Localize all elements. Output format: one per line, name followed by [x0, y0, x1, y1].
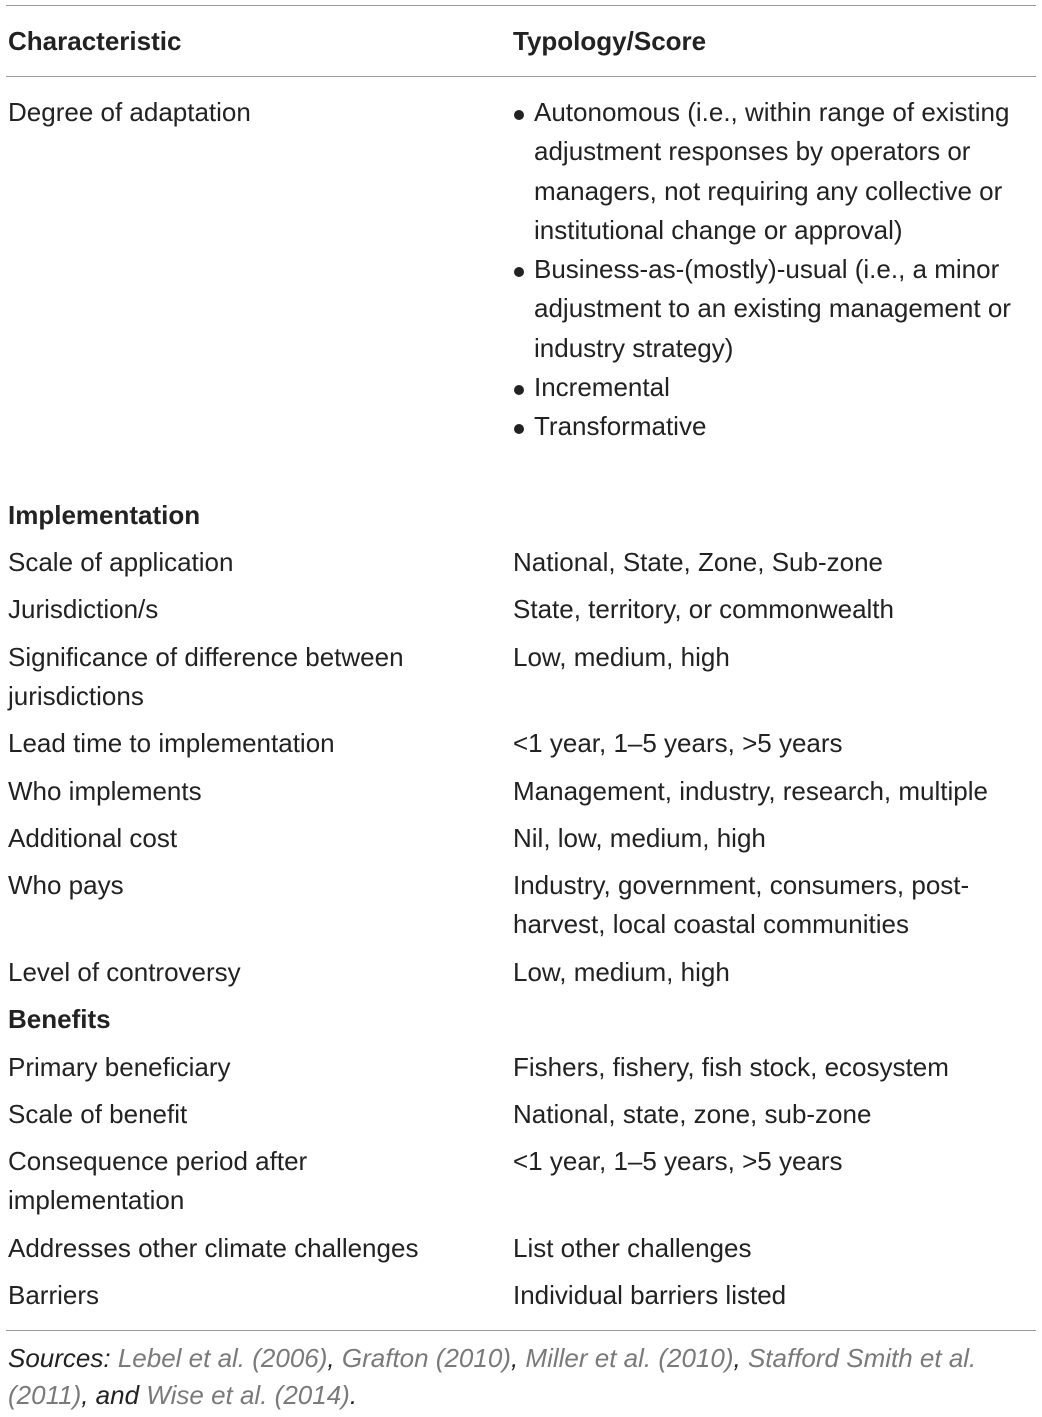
row-label: Significance of difference between jurisdictions	[8, 642, 404, 711]
row-value: National, State, Zone, Sub-zone	[513, 547, 884, 577]
section-title-benefits: Benefits	[8, 1004, 111, 1034]
bullet-icon	[514, 267, 524, 277]
row-label: Level of controversy	[8, 957, 241, 987]
row-label: Who implements	[8, 776, 202, 806]
bullet-icon	[514, 385, 524, 395]
row-value: Fishers, fishery, fish stock, ecosystem	[513, 1052, 949, 1082]
reference-link[interactable]: Lebel et al. (2006)	[117, 1343, 328, 1373]
header-characteristic: Characteristic	[8, 26, 182, 56]
row-value: <1 year, 1–5 years, >5 years	[513, 1146, 843, 1176]
row-label: Lead time to implementation	[8, 728, 335, 758]
row-label: Jurisdiction/s	[8, 594, 159, 624]
row-label: Barriers	[8, 1280, 100, 1310]
section-title-implementation: Implementation	[8, 500, 201, 530]
reference-link[interactable]: Miller et al. (2010)	[525, 1343, 734, 1373]
row-label: Addresses other climate challenges	[8, 1233, 419, 1263]
row-label-degree-of-adaptation: Degree of adaptation	[8, 97, 251, 127]
row-value: Low, medium, high	[513, 957, 730, 987]
reference-link[interactable]: Grafton (2010)	[341, 1343, 511, 1373]
bottom-rule	[6, 1330, 1036, 1331]
reference-link[interactable]: Stafford Smith et al. (2011)	[8, 1343, 977, 1410]
row-label: Consequence period after implementation	[8, 1146, 308, 1215]
row-label: Additional cost	[8, 823, 178, 853]
row-value: Nil, low, medium, high	[513, 823, 766, 853]
row-label: Primary beneficiary	[8, 1052, 231, 1082]
list-item: Autonomous (i.e., within range of existing adjustment responses by operators or managers, not requiring any collective or institutional change or approval)	[513, 93, 1038, 250]
row-label: Who pays	[8, 870, 124, 900]
row-label: Scale of benefit	[8, 1099, 188, 1129]
row-value: National, state, zone, sub-zone	[513, 1099, 872, 1129]
table-sources-note: Sources: Lebel et al. (2006), Grafton (2010), Miller et al. (2010), Stafford Smith et al. (2011), and Wise et al. (2014).	[8, 1343, 977, 1410]
row-value: Low, medium, high	[513, 642, 730, 672]
row-value: Management, industry, research, multiple	[513, 776, 988, 806]
row-value: Individual barriers listed	[513, 1280, 787, 1310]
adaptation-options-list	[513, 93, 1038, 447]
row-label: Scale of application	[8, 547, 234, 577]
header-rule	[6, 76, 1036, 77]
bullet-icon	[514, 424, 524, 434]
row-value: List other challenges	[513, 1233, 752, 1263]
list-item: Incremental	[513, 368, 1038, 407]
reference-link[interactable]: Wise et al. (2014)	[146, 1380, 350, 1410]
top-rule	[6, 5, 1036, 6]
row-value: <1 year, 1–5 years, >5 years	[513, 728, 843, 758]
row-value: State, territory, or commonwealth	[513, 594, 894, 624]
header-typology: Typology/Score	[513, 26, 707, 56]
list-item: Business-as-(mostly)-usual (i.e., a minor adjustment to an existing management or industry strategy)	[513, 250, 1038, 368]
row-value: Industry, government, consumers, post-harvest, local coastal communities	[513, 870, 970, 939]
list-item: Transformative	[513, 407, 1038, 446]
bullet-icon	[514, 110, 524, 120]
